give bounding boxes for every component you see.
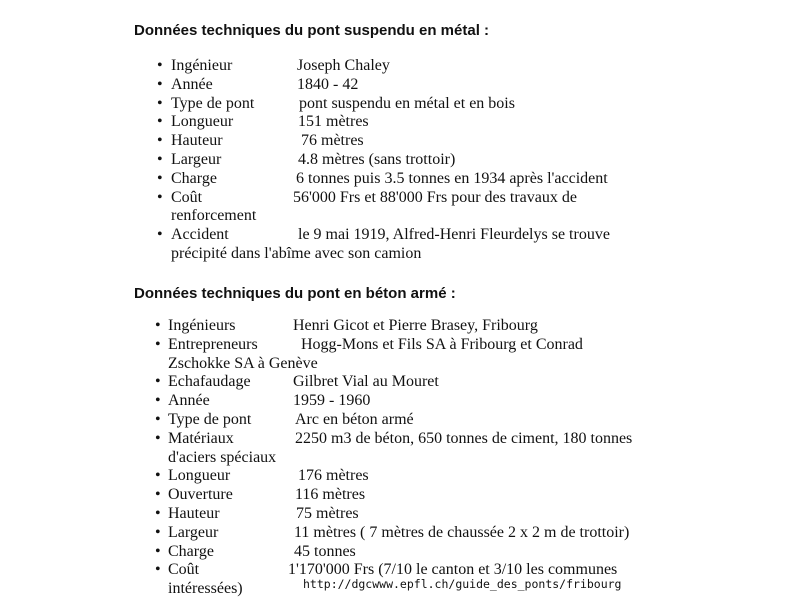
source-url: http://dgcwww.epfl.ch/guide_des_ponts/fribourg [303,577,622,591]
list-item: • Hauteur 76 mètres [157,132,610,151]
item-value: Gilbret Vial au Mouret [293,373,439,391]
item-value: 75 mètres [296,504,359,522]
item-label: Hauteur [168,504,220,522]
item-value: 116 mètres [295,486,366,504]
list-item: • Charge 45 tonnes [155,543,632,562]
item-value: 176 mètres [298,467,369,485]
item-value: Arc en béton armé [295,410,414,428]
spec-list-metal-bridge [157,57,610,264]
item-label: Longueur [168,467,231,485]
list-item: • Echafaudage Gilbret Vial au Mouret [155,373,632,392]
list-item: • Hauteur 75 mètres [155,505,632,524]
item-value: 6 tonnes puis 3.5 tonnes en 1934 après l'accident [296,169,608,187]
item-label: Charge [168,542,214,560]
list-item: • Charge 6 tonnes puis 3.5 tonnes en 1934 après l'accident [157,170,610,189]
item-value: 11 mètres ( 7 mètres de chaussée 2 x 2 m de trottoir) [294,523,630,541]
list-item: • Largeur 4.8 mètres (sans trottoir) [157,151,610,170]
item-value: 56'000 Frs et 88'000 Frs pour des travaux de [293,188,577,206]
item-label: Coût [171,188,203,206]
list-item: • Matériaux 2250 m3 de béton, 650 tonnes de ciment, 180 tonnes [155,429,633,447]
item-value: pont suspendu en métal et en bois [299,94,515,112]
item-value: 1840 - 42 [297,75,359,93]
list-item: • Type de pont Arc en béton armé [155,411,632,430]
list-item: • Ouverture 116 mètres [155,486,632,505]
item-value: Hogg-Mons et Fils SA à Fribourg et Conrad [301,335,583,353]
item-value: 151 mètres [298,113,369,131]
item-label: Matériaux [168,429,234,447]
list-item: • Année 1840 - 42 [157,76,610,95]
list-item-continuation [157,245,610,264]
item-label: Longueur [171,113,234,131]
item-label: Année [171,75,213,93]
item-label: Ingénieur [171,57,233,74]
item-label: Accident [171,226,229,244]
item-label: Largeur [171,150,222,168]
list-item: • Coût 56'000 Frs et 88'000 Frs pour des travaux de [157,189,610,208]
list-item: • Longueur 176 mètres [155,467,632,486]
item-label: Entrepreneurs [168,335,258,353]
list-item: • Entrepreneurs Hogg-Mons et Fils SA à Fribourg et Conrad [155,336,632,355]
list-item: • Accident le 9 mai 1919, Alfred-Henri Fleurdelys se trouve [157,226,610,244]
item-label: Ingénieurs [168,317,236,334]
list-item: • Longueur 151 mètres [157,113,610,132]
list-item: • Type de pont pont suspendu en métal et en bois [157,95,610,114]
item-label: Echafaudage [168,373,251,391]
item-value-continuation: Zschokke SA à Genève [168,354,318,372]
list-item: • Ingénieurs Henri Gicot et Pierre Brasey, Fribourg [155,317,632,336]
list-item-continuation [155,449,632,468]
list-item: • Coût 1'170'000 Frs (7/10 le canton et 3/10 les communes [155,561,632,580]
item-value: 4.8 mètres (sans trottoir) [298,150,456,168]
item-label: Hauteur [171,132,223,150]
list-item-continuation [155,355,632,374]
item-label: Charge [171,169,217,187]
item-label: Année [168,392,210,410]
list-item: • Année 1959 - 1960 [155,392,632,411]
section-title-concrete-bridge: Données techniques du pont en béton armé : [134,285,456,302]
item-value-continuation: précipité dans l'abîme avec son camion [171,244,422,262]
item-value: 76 mètres [301,132,364,150]
item-value: le 9 mai 1919, Alfred-Henri Fleurdelys se trouve [298,226,610,244]
item-value: 2250 m3 de béton, 650 tonnes de ciment, 180 tonnes [295,429,633,447]
item-label: Type de pont [171,94,255,112]
item-value: 1'170'000 Frs (7/10 le canton et 3/10 les communes [288,561,618,579]
item-value: Henri Gicot et Pierre Brasey, Fribourg [293,317,538,334]
item-value: Joseph Chaley [297,57,390,74]
item-label: Type de pont [168,410,252,428]
spec-list-concrete-bridge [155,317,632,599]
item-value-continuation: renforcement [171,207,257,225]
item-label: Largeur [168,523,219,541]
item-label: Ouverture [168,486,233,504]
item-value-continuation: intéressées) [168,580,243,598]
list-item-continuation [157,207,610,226]
item-label: Coût [168,561,200,579]
item-value: 45 tonnes [294,542,356,560]
list-item: • Ingénieur Joseph Chaley [157,57,610,76]
item-value-continuation: d'aciers spéciaux [168,448,277,466]
item-value: 1959 - 1960 [293,392,371,410]
list-item: • Largeur 11 mètres ( 7 mètres de chaussée 2 x 2 m de trottoir) [155,524,632,543]
section-title-metal-bridge: Données techniques du pont suspendu en métal : [134,22,490,39]
